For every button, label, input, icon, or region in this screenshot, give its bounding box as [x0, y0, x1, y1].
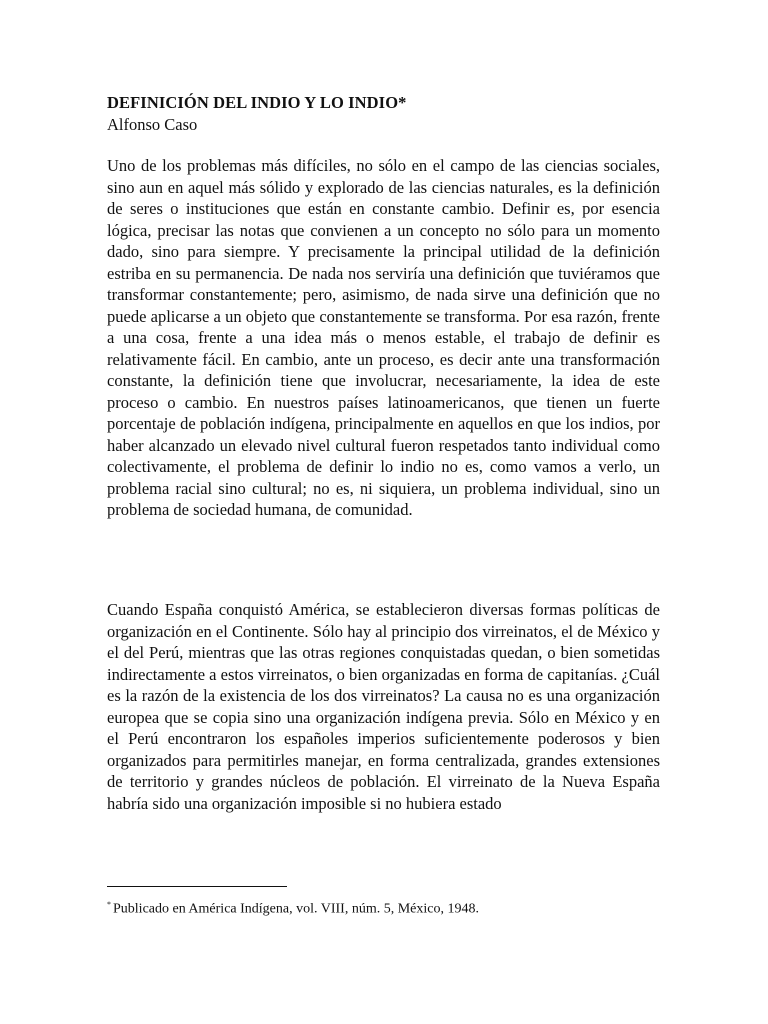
footnote-divider	[107, 886, 287, 887]
document-author: Alfonso Caso	[107, 115, 198, 134]
paragraph-2: Cuando España conquistó América, se establecieron diversas formas políticas de organización en el Continente. Sólo hay al principio dos virreinatos, el de México y el del Perú, mientras que las otras regiones conquistadas quedan, o bien sometidas indirectamente a estos virreinatos, o bien organizadas en forma de capitanías. ¿Cuál es la razón de la existencia de los dos virreinatos? La causa no es una organización europea que se copia sino una organización indígena previa. Sólo en México y en el Perú encontraron los españoles imperios suficientemente poderosos y bien organizados para permitirles manejar, en forma centralizada, grandes extensiones de territorio y grandes núcleos de población. El virreinato de la Nueva España habría sido una organización imposible si no hubiera estado	[107, 600, 660, 813]
footnote-text: Publicado en América Indígena, vol. VIII, núm. 5, México, 1948.	[113, 901, 479, 917]
paragraph-1: Uno de los problemas más difíciles, no sólo en el campo de las ciencias sociales, sino aun en aquel más sólido y explorado de las ciencias naturales, es la definición de seres o instituciones que están en constante cambio. Definir es, por esencia lógica, precisar las notas que convienen a un concepto no sólo para un momento dado, sino para siempre. Y precisamente la principal utilidad de la definición estriba en su permanencia. De nada nos serviría una definición que tuviéramos que transformar constantemente; pero, asimismo, de nada sirve una definición que no puede aplicarse a un objeto que constantemente se transforma. Por esa razón, frente a una cosa, frente a una idea más o menos estable, el trabajo de definir es relativamente fácil. En cambio, ante un proceso, es decir ante una transformación constante, la definición tiene que involucrar, necesariamente, la idea de este proceso o cambio. En nuestros países latinoamericanos, que tienen un fuerte porcentaje de población indígena, principalmente en aquellos en que los indios, por haber alcanzado un elevado nivel cultural fueron respetados tanto individual como colectivamente, el problema de definir lo indio no es, como vamos a verlo, un problema racial sino cultural; no es, ni siquiera, un problema individual, sino un problema de sociedad humana, de comunidad.	[107, 156, 660, 519]
footnote-mark: *	[107, 900, 111, 909]
document-title: DEFINICIÓN DEL INDIO Y LO INDIO*	[107, 93, 407, 112]
footnote	[107, 896, 479, 919]
